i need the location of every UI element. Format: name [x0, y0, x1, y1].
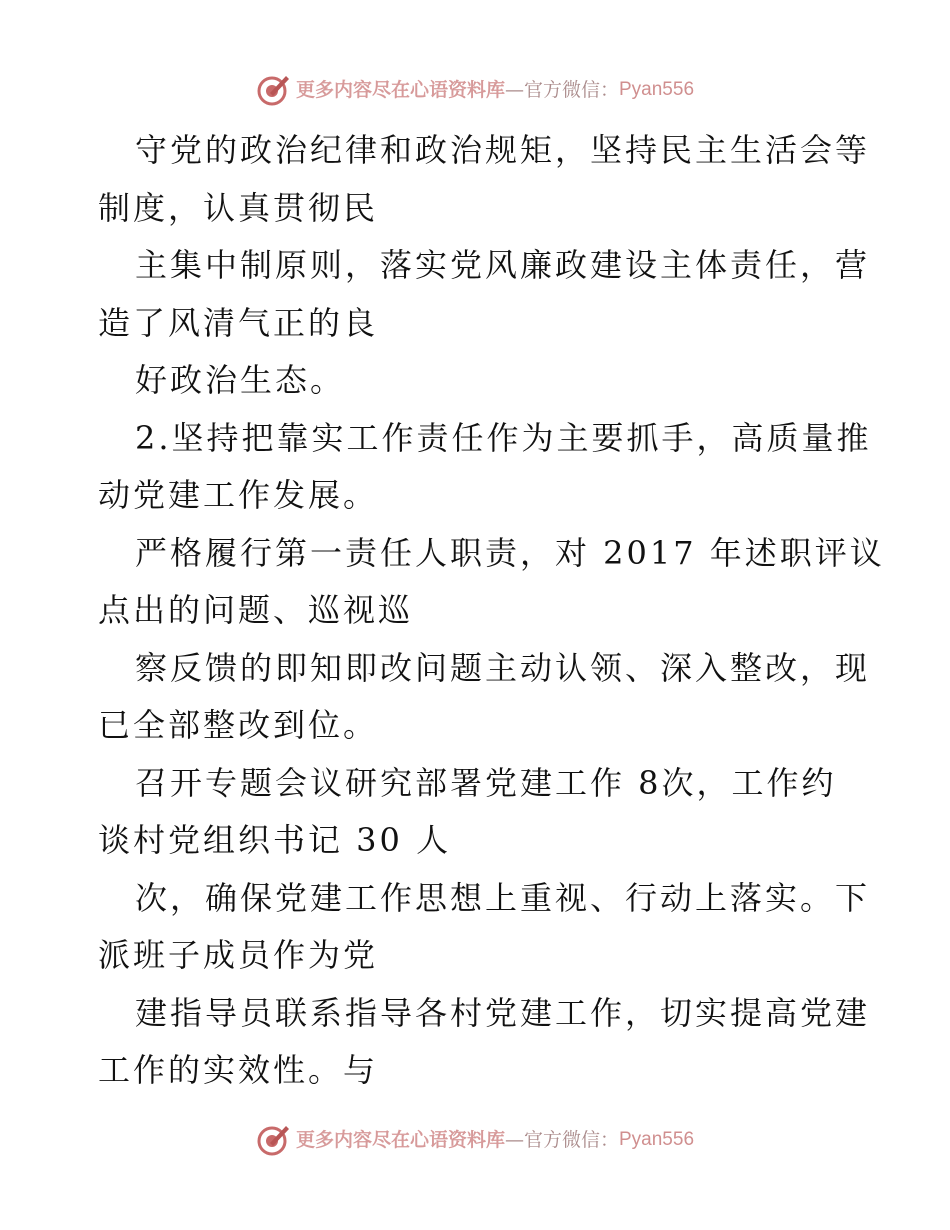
pen-nib-circle-icon: [256, 72, 292, 108]
header-watermark: [0, 70, 950, 110]
body-line: 造了风清气正的良: [98, 303, 379, 342]
watermark-account: Pyan556: [619, 79, 695, 100]
watermark-account: Pyan556: [619, 1129, 695, 1150]
body-line: 主集中制原则，落实党风廉政建设主体责任，营: [135, 246, 871, 284]
watermark-brand: 更多内容尽在心语资料库: [295, 79, 505, 101]
body-line: 点出的问题、巡视巡: [98, 591, 414, 629]
body-line: 派班子成员作为党: [98, 936, 379, 974]
body-line: 好政治生态。: [135, 361, 346, 399]
body-line: 严格履行第一责任人职责，对 2017 年述职评议: [135, 533, 885, 572]
footer-watermark: [0, 1120, 950, 1160]
body-line: 建指导员联系指导各村党建工作，切实提高党建: [135, 993, 871, 1032]
body-line: 制度，认真贯彻民: [98, 188, 379, 227]
body-line: 已全部整改到位。: [98, 706, 379, 744]
body-line: 动党建工作发展。: [98, 476, 379, 514]
body-line: 工作的实效性。与: [98, 1051, 379, 1089]
body-line: 谈村党组织书记 30 人: [98, 821, 452, 859]
pen-nib-circle-icon: [256, 1122, 292, 1158]
body-line: 守党的政治纪律和政治规矩，坚持民主生活会等: [135, 131, 871, 169]
watermark-official-label: —官方微信：: [504, 1129, 619, 1151]
watermark-official-label: —官方微信：: [504, 79, 619, 101]
body-line: 召开专题会议研究部署党建工作 8次，工作约: [135, 763, 837, 802]
body-line: 察反馈的即知即改问题主动认领、深入整改，现: [135, 648, 871, 687]
watermark-brand: 更多内容尽在心语资料库: [295, 1129, 505, 1151]
document-body: [98, 122, 885, 1100]
body-line: 2.坚持把靠实工作责任作为主要抓手，高质量推: [135, 418, 872, 457]
body-line: 次，确保党建工作思想上重视、行动上落实。下: [135, 878, 871, 917]
